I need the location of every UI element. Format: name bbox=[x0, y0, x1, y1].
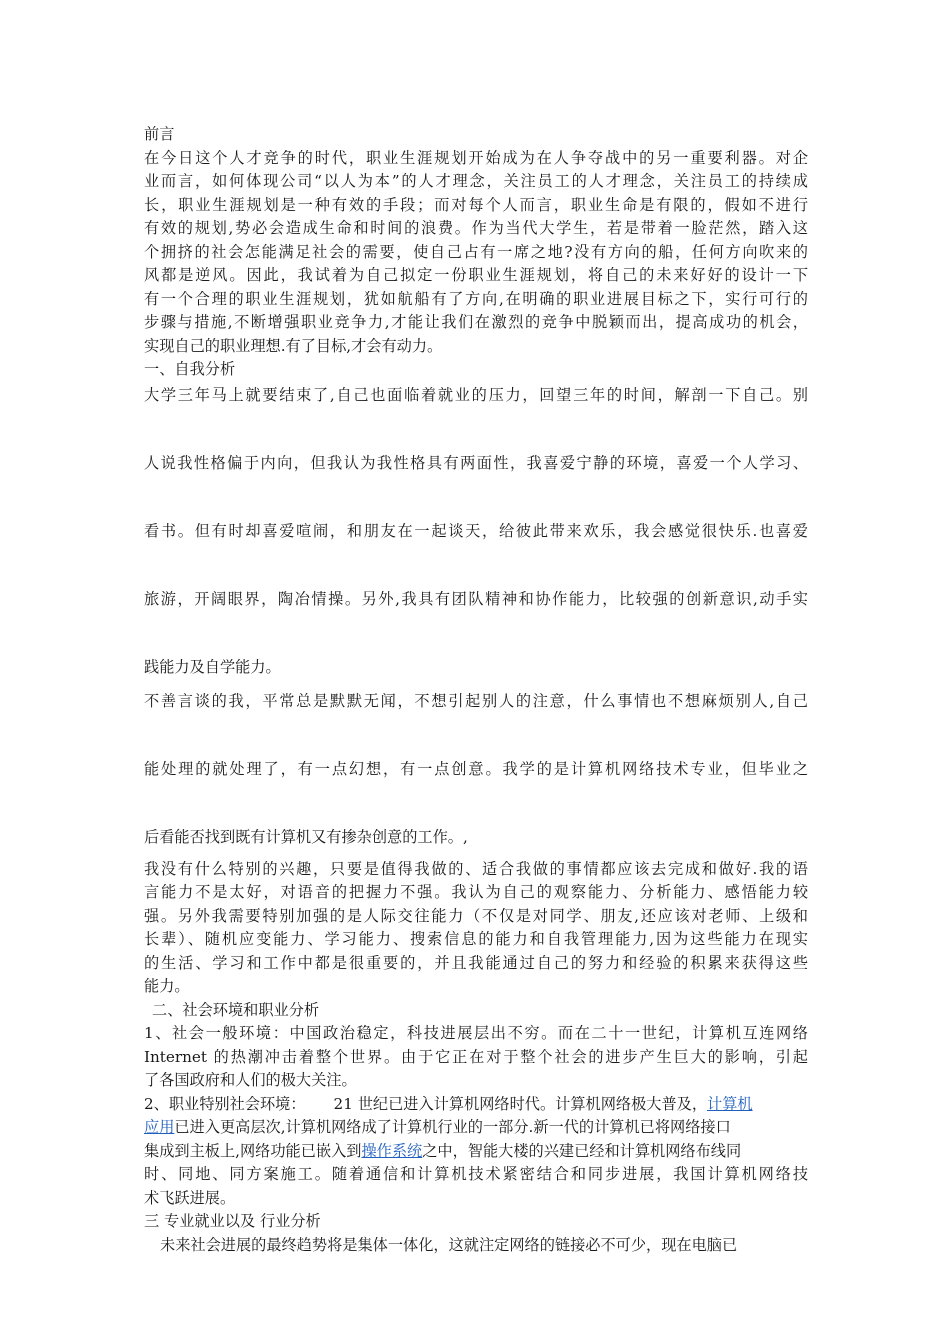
text-line: 强。另外我需要特别加强的是人际交往能力（不仅是对同学、朋友,还应该对老师、上级和 bbox=[144, 906, 808, 925]
text-line: 长辈）、随机应变能力、学习能力、搜索信息的能力和自我管理能力,因为这些能力在现实 bbox=[144, 930, 808, 948]
text-segment: 集成到主板上,网络功能已嵌入到 bbox=[144, 1141, 362, 1160]
heading-industry-analysis: 三 专业就业以及 行业分析 bbox=[144, 1212, 321, 1230]
text-segment: 已进入更高层次,计算机网络成了计算机行业的一部分.新一代的计算机已将网络接口 bbox=[174, 1118, 731, 1136]
self-analysis-paragraph-2 bbox=[144, 688, 808, 850]
text-line: 1、社会一般环境：中国政治稳定，科技进展层出不穷。而在二十一世纪，计算机互连网络 bbox=[144, 1024, 808, 1042]
text-line: 未来社会进展的最终趋势将是集体一体化，这就注定网络的链接必不可少，现在电脑已 bbox=[160, 1235, 738, 1254]
text-line: 后看能否找到既有计算机又有掺杂创意的工作。, bbox=[144, 827, 468, 846]
text-line: 长，职业生涯规划是一种有效的手段；而对每个人而言，职业生命是有限的，假如不进行 bbox=[144, 195, 808, 214]
text-line: 能处理的就处理了，有一点幻想，有一点创意。我学的是计算机网络技术专业，但毕业之 bbox=[144, 759, 808, 778]
text-line: 有一个合理的职业生涯规划，犹如航船有了方向,在明确的职业进展目标之下，实行可行的 bbox=[144, 289, 808, 308]
text-line: 术飞跃进展。 bbox=[144, 1188, 236, 1207]
text-line: 在今日这个人才竞争的时代，职业生涯规划开始成为在人争夺战中的另一重要利器。对企 bbox=[144, 148, 808, 167]
text-line: 实现自己的职业理想.有了目标,才会有动力。 bbox=[144, 336, 443, 355]
text-line: 个拥挤的社会怎能满足社会的需要，使自己占有一席之地?没有方向的船，任何方向吹来的 bbox=[144, 242, 808, 261]
preface-paragraph bbox=[144, 147, 808, 359]
text-line: 不善言谈的我，平常总是默默无闻，不想引起别人的注意，什么事情也不想麻烦别人,自己 bbox=[144, 691, 808, 710]
industry-paragraph-1 bbox=[144, 1234, 808, 1258]
heading-self-analysis: 一、自我分析 bbox=[144, 360, 236, 378]
self-analysis-paragraph-1 bbox=[144, 382, 808, 680]
text-line bbox=[144, 1093, 808, 1117]
text-line: 践能力及自学能力。 bbox=[144, 657, 281, 676]
text-line: 了各国政府和人们的极大关注。 bbox=[144, 1071, 357, 1089]
heading-preface: 前言 bbox=[144, 125, 175, 143]
heading-social-environment: 二、社会环境和职业分析 bbox=[152, 1000, 320, 1019]
text-line: 旅游，开阔眼界，陶冶情操。另外,我具有团队精神和协作能力，比较强的创新意识,动手实 bbox=[144, 589, 808, 608]
text-line: 风都是逆风。因此，我试着为自己拟定一份职业生涯规划，将自己的未来好好的设计一下 bbox=[144, 266, 808, 284]
link-operating-system[interactable]: 操作系统 bbox=[361, 1141, 423, 1160]
text-line: 步骤与措施,不断增强职业竞争力,才能让我们在激烈的竞争中脱颖而出，提高成功的机会， bbox=[144, 313, 808, 331]
text-line: 看书。但有时却喜爱喧闹，和朋友在一起谈天，给彼此带来欢乐，我会感觉很快乐.也喜爱 bbox=[144, 521, 808, 540]
link-computer[interactable]: 计算机 bbox=[707, 1094, 753, 1113]
link-application[interactable]: 应用 bbox=[144, 1118, 175, 1136]
social-paragraph-1 bbox=[144, 1022, 808, 1093]
text-line: 的生活、学习和工作中都是很重要的，并且我能通过自己的努力和经验的积累来获得这些 bbox=[144, 953, 808, 972]
text-line: 大学三年马上就要结束了,自己也面临着就业的压力，回望三年的时间，解剖一下自己。别 bbox=[144, 385, 808, 404]
text-line: Internet 的热潮冲击着整个世界。由于它正在对于整个社会的进步产生巨大的影响，引起 bbox=[144, 1047, 808, 1066]
self-analysis-paragraph-3 bbox=[144, 858, 808, 999]
text-line: 业而言，如何体现公司“以人为本”的人才理念，关注员工的人才理念，关注员工的持续成 bbox=[144, 172, 808, 190]
text-segment: 2、职业特别社会环境： bbox=[144, 1094, 306, 1113]
text-line: 时、同地、同方案施工。随着通信和计算机技术紧密结合和同步进展，我国计算机网络技 bbox=[144, 1165, 808, 1183]
text-line bbox=[144, 1140, 808, 1164]
text-line: 言能力不是太好，对语音的把握力不强。我认为自己的观察能力、分析能力、感悟能力较 bbox=[144, 883, 808, 901]
text-line: 我没有什么特别的兴趣，只要是值得我做的、适合我做的事情都应该去完成和做好.我的语 bbox=[144, 859, 808, 878]
text-segment: 21 世纪已进入计算机网络时代。计算机网络极大普及， bbox=[333, 1094, 708, 1113]
social-paragraph-2 bbox=[144, 1093, 808, 1211]
text-line: 有效的规划,势必会造成生命和时间的浪费。作为当代大学生，若是带着一脸茫然，踏入这 bbox=[144, 219, 808, 237]
text-line: 能力。 bbox=[144, 977, 190, 995]
text-line: 人说我性格偏于内向，但我认为我性格具有两面性，我喜爱宁静的环境，喜爱一个人学习、 bbox=[144, 453, 808, 472]
document-body bbox=[144, 123, 808, 1257]
text-segment: 之中，智能大楼的兴建已经和计算机网络布线同 bbox=[422, 1141, 742, 1160]
text-line bbox=[144, 1116, 808, 1140]
